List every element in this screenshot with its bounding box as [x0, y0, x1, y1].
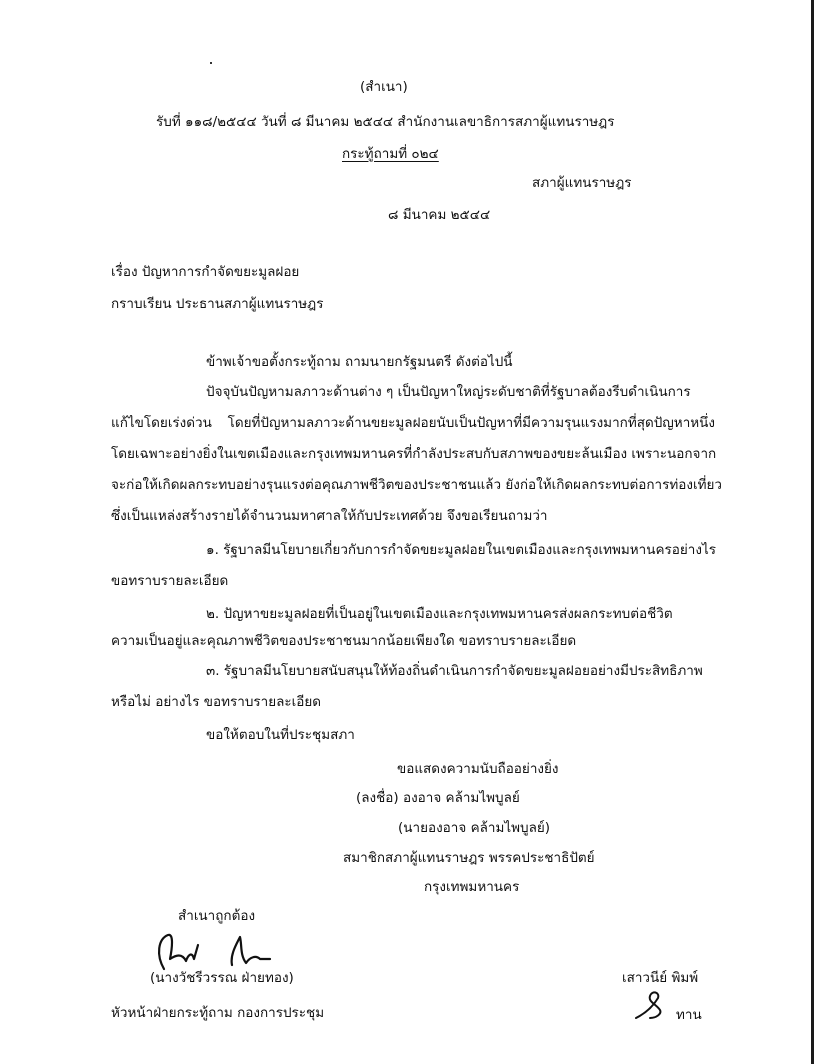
- question-1-line-2: ขอทราบรายละเอียด: [111, 573, 229, 589]
- signer-position: สมาชิกสภาผู้แทนราษฎร พรรคประชาธิปัตย์: [343, 850, 595, 866]
- subject: เรื่อง ปัญหาการกำจัดขยะมูลฝอย: [111, 264, 300, 280]
- question-2-line-2: ความเป็นอยู่และคุณภาพชีวิตของประชาชนมากน้อยเพียงใด ขอทราบรายละเอียด: [111, 633, 577, 649]
- certifier-signature: [150, 925, 280, 973]
- signer-province: กรุงเทพมหานคร: [424, 879, 520, 895]
- certifier-name: (นางวัชรีวรรณ ฝ่ายทอง): [150, 970, 294, 986]
- question-2-line-1: ๒. ปัญหาขยะมูลฝอยที่เป็นอยู่ในเขตเมืองและกรุงเทพมหานครส่งผลกระทบต่อชีวิต: [206, 606, 673, 622]
- para1-line-1: ปัจจุบันปัญหามลภาวะด้านต่าง ๆ เป็นปัญหาใหญ่ระดับชาติที่รัฐบาลต้องรีบดำเนินการ: [206, 384, 691, 400]
- certifier-position: หัวหน้าฝ่ายกระทู้ถาม กองการประชุม: [111, 1005, 325, 1021]
- signer-full-name: (นายองอาจ คล้ามไพบูลย์): [398, 820, 551, 836]
- para1-line-4: จะก่อให้เกิดผลกระทบอย่างรุนแรงต่อคุณภาพชีวิตของประชาชนแล้ว ยังก่อให้เกิดผลกระทบต่อการท่องเที่ยว: [111, 477, 722, 493]
- received-stamp-line: รับที่ ๑๑๘/๒๕๔๔ วันที่ ๘ มีนาคม ๒๕๔๔ สำนักงานเลขาธิการสภาผู้แทนราษฎร: [156, 114, 615, 130]
- answer-request: ขอให้ตอบในที่ประชุมสภา: [206, 727, 355, 743]
- para1-line-3: โดยเฉพาะอย่างยิ่งในเขตเมืองและกรุงเทพมหานครที่กำลังประสบกับสภาพของขยะล้นเมือง เพราะนอกจาก: [111, 446, 717, 462]
- question-number: กระทู้ถามที่ ๐๒๔: [342, 146, 439, 162]
- scan-edge-border: [811, 0, 814, 1064]
- para1-line-5: ซึ่งเป็นแหล่งสร้างรายได้จำนวนมหาศาลให้กับประเทศด้วย จึงขอเรียนถามว่า: [111, 508, 548, 524]
- document-date: ๘ มีนาคม ๒๕๔๔: [388, 207, 491, 223]
- copy-mark: (สำเนา): [360, 79, 408, 95]
- place: สภาผู้แทนราษฎร: [532, 175, 632, 191]
- intro-paragraph: ข้าพเจ้าขอตั้งกระทู้ถาม ถามนายกรัฐมนตรี ดังต่อไปนี้: [206, 354, 513, 370]
- checked-mark: ทาน: [676, 1007, 702, 1023]
- question-3-line-2: หรือไม่ อย่างไร ขอทราบรายละเอียด: [111, 694, 322, 710]
- certified-copy-label: สำเนาถูกต้อง: [178, 908, 256, 924]
- signed-line: (ลงชื่อ) องอาจ คล้ามไพบูลย์: [356, 790, 520, 806]
- scan-speck: [210, 62, 212, 64]
- closing-respect: ขอแสดงความนับถืออย่างยิ่ง: [397, 761, 559, 777]
- question-1-line-1: ๑. รัฐบาลมีนโยบายเกี่ยวกับการกำจัดขยะมูลฝอยในเขตเมืองและกรุงเทพมหานครอย่างไร: [206, 542, 716, 558]
- para1-line-2: แก้ไขโดยเร่งด่วน โดยที่ปัญหามลภาวะด้านขยะมูลฝอยนับเป็นปัญหาที่มีความรุนแรงมากที่สุดปัญหาหนึ่ง: [111, 415, 715, 431]
- question-3-line-1: ๓. รัฐบาลมีนโยบายสนับสนุนให้ท้องถิ่นดำเนินการกำจัดขยะมูลฝอยอย่างมีประสิทธิภาพ: [206, 663, 703, 679]
- addressee: กราบเรียน ประธานสภาผู้แทนราษฎร: [111, 296, 324, 312]
- checker-initials: [630, 988, 670, 1024]
- typist-name: เสาวนีย์ พิมพ์: [622, 970, 699, 986]
